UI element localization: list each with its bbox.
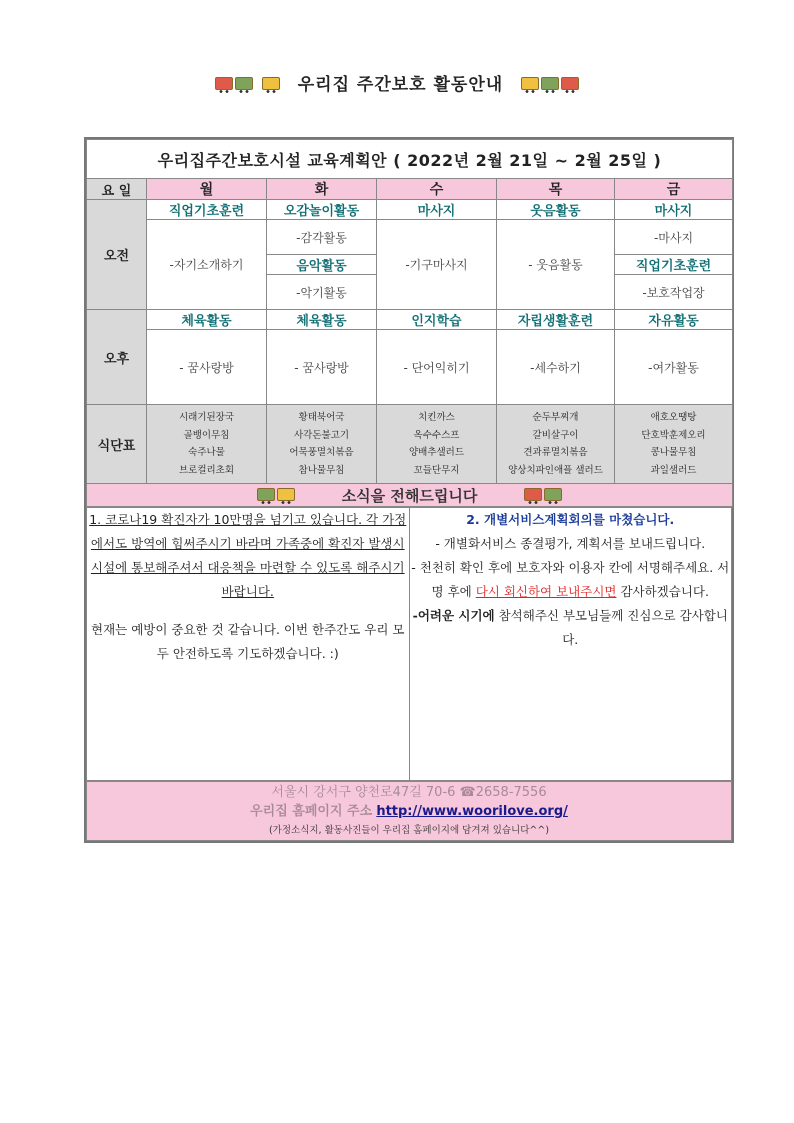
menu-item: 브로컬리초회 [178, 464, 235, 476]
news-table [86, 507, 732, 781]
footer-note: (가정소식지, 활동사진들이 우리집 홈페이지에 담겨져 있습니다^^) [268, 824, 550, 836]
news-right-line [410, 556, 732, 604]
footer-homepage-label: 우리집 홈페이지 주소 [250, 803, 373, 819]
news-right-title: 2. 개별서비스계획회의를 마쳤습니다. [466, 512, 675, 527]
menu-item: 갈비살구이 [532, 429, 579, 441]
menu-cell [615, 405, 733, 484]
activity-text: - 단어익히기 [377, 330, 497, 405]
activity-text: - 웃음활동 [497, 220, 615, 310]
activity-title: 직업기초훈련 [615, 255, 733, 275]
activity-text: -자기소개하기 [147, 220, 267, 310]
menu-item: 황태북어국 [298, 412, 345, 423]
menu-item: 사각돈불고기 [293, 429, 350, 441]
activity-title: 직업기초훈련 [147, 200, 267, 220]
menu-item: 순두부찌개 [532, 412, 579, 423]
page-title: 우리집 주간보호 활동안내 [297, 75, 504, 95]
activity-title: 체육활동 [267, 310, 377, 330]
menu-cell [497, 405, 615, 484]
train-icon [256, 487, 296, 505]
menu-item: 어묵풍멸치볶음 [289, 447, 354, 458]
menu-item: 옥수수스프 [413, 429, 460, 441]
plan-table [86, 139, 733, 507]
activity-text: -마사지 [615, 220, 733, 255]
activity-title: 체육활동 [147, 310, 267, 330]
activity-title: 오감놀이활동 [267, 200, 377, 220]
activity-title: 음악활동 [267, 255, 377, 275]
footer-homepage [87, 802, 731, 821]
activity-text: - 꿈사랑방 [147, 330, 267, 405]
activity-title: 자립생활훈련 [497, 310, 615, 330]
menu-label: 식단표 [87, 405, 147, 484]
activity-text: -보호작업장 [615, 275, 733, 310]
news-right [409, 508, 732, 781]
menu-item: 참나물무침 [298, 464, 345, 476]
news-right-emphasis: 다시 회신하여 보내주시면 [475, 584, 617, 599]
news-band [87, 484, 733, 507]
day-wed: 수 [377, 179, 497, 200]
train-icon [520, 75, 580, 95]
menu-item: 애호오땡탕 [650, 412, 697, 423]
menu-cell [377, 405, 497, 484]
activity-text: - 꿈사랑방 [267, 330, 377, 405]
day-thu: 목 [497, 179, 615, 200]
day-tue: 화 [267, 179, 377, 200]
footer [87, 782, 732, 841]
menu-item: 단호박훈제오리 [641, 429, 706, 441]
footer-table [86, 781, 732, 841]
menu-item: 견과류멸치볶음 [523, 447, 588, 458]
news-left [87, 508, 410, 781]
activity-title: 웃음활동 [497, 200, 615, 220]
news-right-line: - 개별화서비스 종결평가, 계획서를 보내드립니다. [435, 536, 706, 551]
train-icon [261, 75, 281, 95]
activity-title: 인지학습 [377, 310, 497, 330]
menu-item: 과일샐러드 [650, 464, 697, 476]
afternoon-label: 오후 [87, 310, 147, 405]
news-left-closing: 현재는 예방이 중요한 것 같습니다. 이번 한주간도 우리 모두 안전하도록 기도하겠습니다. :) [91, 622, 405, 661]
homepage-link[interactable]: http://www.woorilove.org/ [376, 803, 568, 819]
activity-text: -세수하기 [497, 330, 615, 405]
menu-item: 양상치파인애플 샐러드 [508, 464, 603, 476]
activity-text: -감각활동 [267, 220, 377, 255]
news-right-text: - 천천히 확인 후에 보호자와 이용자 칸에 서명해주세요. 서명 후에 [411, 560, 730, 599]
activity-text: -악기활동 [267, 275, 377, 310]
menu-item: 골뱅이무침 [183, 429, 230, 441]
plan-sheet [84, 137, 734, 843]
news-title: 소식을 전해드립니다 [341, 486, 478, 505]
activity-text: -기구마사지 [377, 220, 497, 310]
news-right-bold: -어려운 시기에 [412, 608, 495, 623]
day-fri: 금 [615, 179, 733, 200]
activity-title: 자유활동 [615, 310, 733, 330]
day-mon: 월 [147, 179, 267, 200]
menu-item: 콩나물무침 [650, 447, 697, 458]
menu-item: 숙주나물 [188, 447, 225, 458]
news-right-text: 참석해주신 부모님들께 진심으로 감사합니다. [494, 608, 728, 647]
menu-item: 치킨까스 [418, 412, 455, 423]
activity-text: -여가활동 [615, 330, 733, 405]
activity-title: 마사지 [615, 200, 733, 220]
menu-cell [147, 405, 267, 484]
activity-title: 마사지 [377, 200, 497, 220]
morning-label: 오전 [87, 200, 147, 310]
footer-address: 서울시 강서구 양천로47길 70-6 ☎2658-7556 [271, 784, 547, 800]
news-left-paragraph: 1. 코로나19 확진자가 10만명을 넘기고 있습니다. 각 가정에서도 방역에 힘써주시기 바라며 가족중에 확진자 발생시 시설에 통보해주셔서 대응책을 마련할 수 있도록 해주시기 바랍니다. [89, 512, 407, 599]
menu-item: 시래기된장국 [178, 412, 235, 423]
menu-item: 양배추샐러드 [408, 447, 465, 458]
menu-item: 꼬들단무지 [413, 464, 460, 476]
news-right-line [410, 604, 732, 652]
train-icon [214, 75, 254, 95]
plan-title: 우리집주간보호시설 교육계획안 ( 2022년 2월 21일 ~ 2월 25일 ) [87, 140, 733, 179]
news-right-text: 감사하겠습니다. [616, 584, 709, 599]
train-icon [523, 487, 563, 505]
menu-cell [267, 405, 377, 484]
day-label: 요 일 [87, 179, 147, 200]
page-title-row [0, 70, 794, 95]
